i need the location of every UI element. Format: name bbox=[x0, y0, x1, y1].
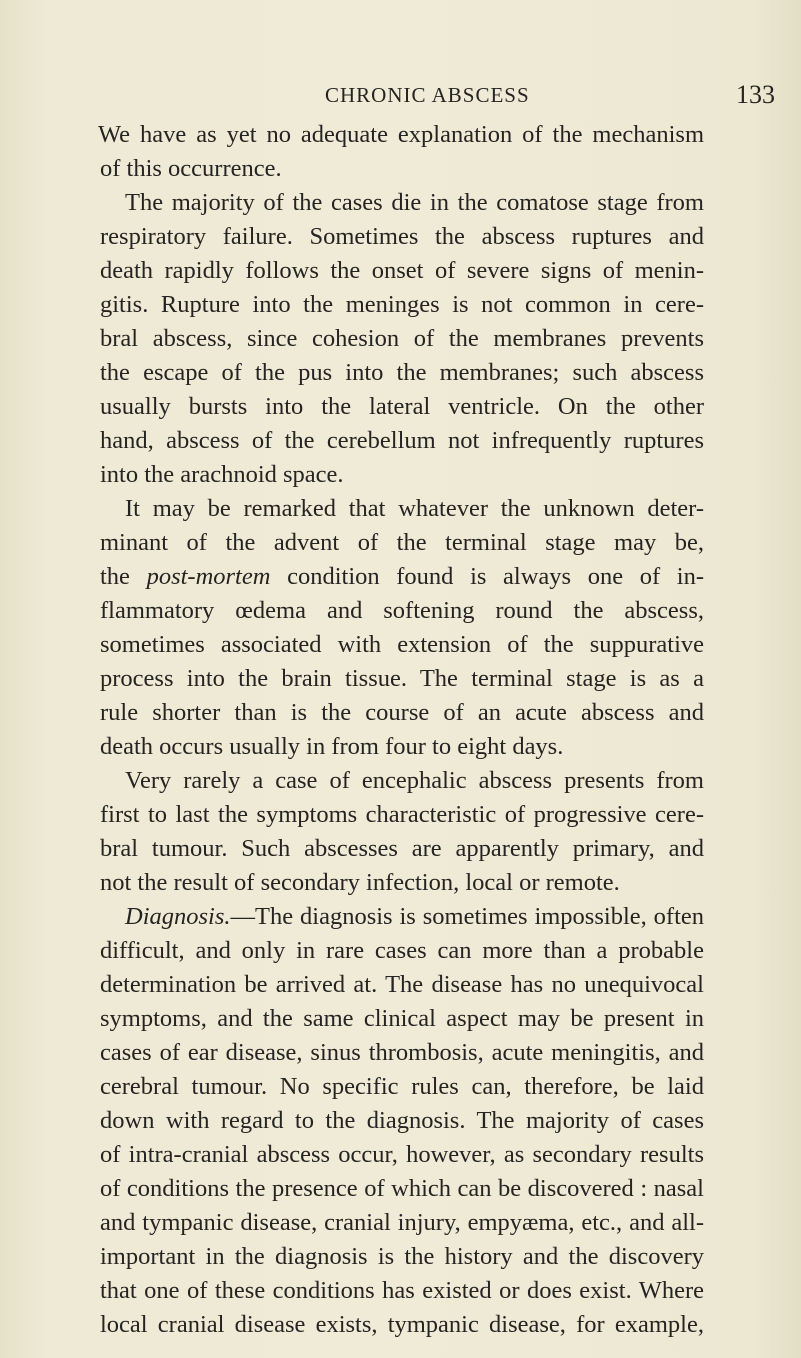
text-line: local cranial disease exists, tympanic disease, for example, bbox=[100, 1311, 704, 1338]
text-line: important in the diagnosis is the history and the discovery bbox=[100, 1243, 704, 1270]
text-line: the escape of the pus into the membranes; such abscess bbox=[100, 359, 704, 386]
text-line: bral abscess, since cohesion of the membranes prevents bbox=[100, 325, 704, 352]
text-line: hand, abscess of the cerebellum not infrequently ruptures bbox=[100, 427, 704, 454]
text-line: death rapidly follows the onset of severe signs of menin- bbox=[100, 257, 704, 284]
text-line: usually bursts into the lateral ventricle. On the other bbox=[100, 393, 704, 420]
text-line: minant of the advent of the terminal stage may be, bbox=[100, 529, 704, 556]
text-line: rule shorter than is the course of an acute abscess and bbox=[100, 699, 704, 726]
text-line: flammatory œdema and softening round the abscess, bbox=[100, 597, 704, 624]
text-run: the bbox=[100, 563, 147, 590]
text-line: first to last the symptoms characteristic of progressive cere- bbox=[100, 801, 704, 828]
text-line: cases of ear disease, sinus thrombosis, acute meningitis, and bbox=[100, 1039, 704, 1066]
text-line: Very rarely a case of encephalic abscess presents from bbox=[125, 767, 704, 794]
text-line: into the arachnoid space. bbox=[100, 461, 344, 488]
text-line: determination be arrived at. The disease has no unequivocal bbox=[100, 971, 704, 998]
italic-term: post-mortem bbox=[146, 563, 271, 590]
text-line: symptoms, and the same clinical aspect may be present in bbox=[100, 1005, 704, 1032]
text-line: and tympanic disease, cranial injury, empyæma, etc., and all- bbox=[100, 1209, 704, 1236]
text-line: that one of these conditions has existed or does exist. Where bbox=[100, 1277, 704, 1304]
running-title: CHRONIC ABSCESS bbox=[325, 83, 530, 107]
text-line: death occurs usually in from four to eight days. bbox=[100, 733, 564, 760]
section-heading: Diagnosis. bbox=[125, 903, 231, 930]
text-line: sometimes associated with extension of the suppurative bbox=[100, 631, 704, 658]
text-line bbox=[100, 560, 704, 594]
text-line: The majority of the cases die in the comatose stage from bbox=[125, 189, 704, 216]
text-line: process into the brain tissue. The terminal stage is as a bbox=[100, 665, 704, 692]
text-line: It may be remarked that whatever the unknown deter- bbox=[125, 495, 704, 522]
text-line: bral tumour. Such abscesses are apparently primary, and bbox=[100, 835, 704, 862]
text-line: cerebral tumour. No specific rules can, therefore, be laid bbox=[100, 1073, 704, 1100]
text-line: We have as yet no adequate explanation of the mechanism bbox=[98, 121, 704, 148]
text-line: respiratory failure. Sometimes the abscess ruptures and bbox=[100, 223, 704, 250]
text-line: of intra-cranial abscess occur, however, as secondary results bbox=[100, 1141, 704, 1168]
text-line: down with regard to the diagnosis. The majority of cases bbox=[100, 1107, 704, 1134]
text-line: difficult, and only in rare cases can more than a probable bbox=[100, 937, 704, 964]
text-line: of conditions the presence of which can be discovered : nasal bbox=[100, 1175, 704, 1202]
page-number: 133 bbox=[736, 80, 775, 109]
text-line: gitis. Rupture into the meninges is not common in cere- bbox=[100, 291, 704, 318]
text-line: of this occurrence. bbox=[100, 155, 282, 182]
text-run: condition found is always one of in- bbox=[270, 563, 704, 590]
text-line bbox=[125, 900, 704, 934]
text-line: not the result of secondary infection, local or remote. bbox=[100, 869, 620, 896]
text-run: —The diagnosis is sometimes impossible, often bbox=[230, 903, 704, 930]
